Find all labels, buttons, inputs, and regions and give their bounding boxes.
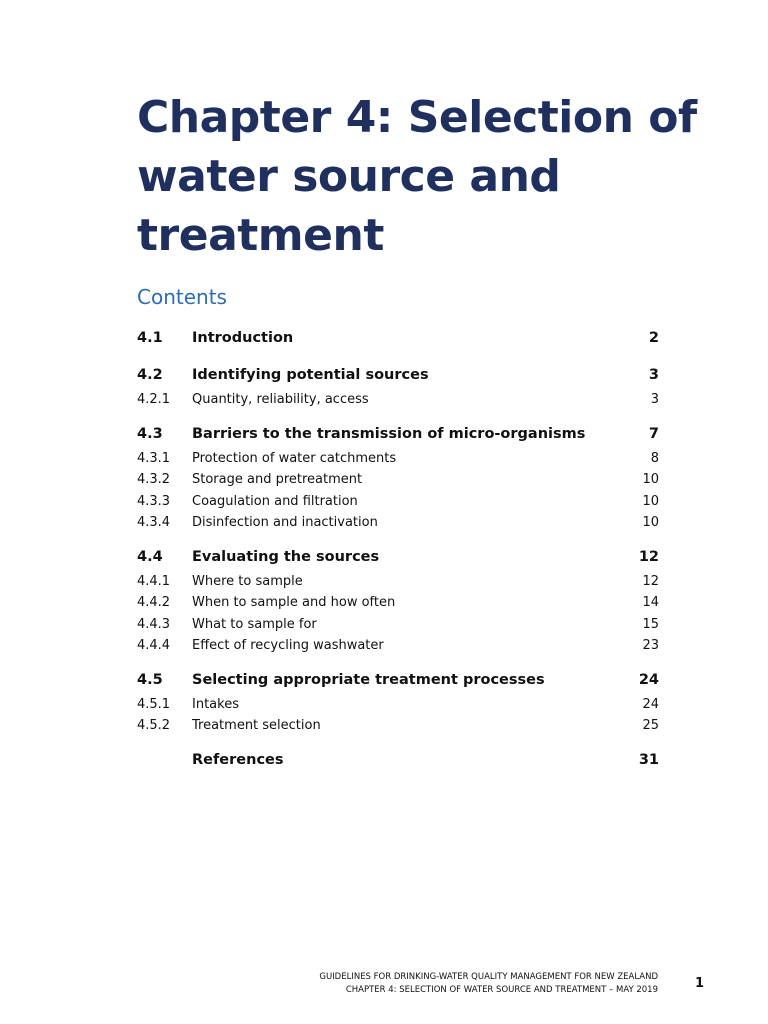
toc-subentry[interactable] (137, 515, 659, 537)
toc-subentry[interactable] (137, 638, 659, 660)
footer-line-guidelines: GUIDELINES FOR DRINKING-WATER QUALITY MANAGEMENT FOR NEW ZEALAND (319, 972, 658, 982)
page-number: 1 (695, 976, 705, 991)
toc-entry-title: Disinfection and inactivation (192, 515, 378, 530)
toc-entry-page: 23 (642, 638, 659, 653)
footer-line-chapter: CHAPTER 4: SELECTION OF WATER SOURCE AND TREATMENT – MAY 2019 (345, 985, 658, 995)
toc-entry-title: Evaluating the sources (192, 548, 380, 565)
toc-entry-number: 4.4.1 (137, 573, 171, 589)
toc-entry-page: 14 (642, 595, 659, 610)
toc-entry-number: 4.3.1 (137, 450, 171, 466)
toc-entry-page: 7 (648, 425, 659, 442)
chapter-title: Chapter 4: Selection of water source and treatment (137, 92, 697, 261)
toc-entry-number: 4.4.3 (137, 616, 171, 632)
toc-entry-title: Barriers to the transmission of micro-organisms (192, 425, 586, 442)
toc-entry-number: 4.3.4 (137, 515, 171, 530)
toc-subentry[interactable] (137, 697, 659, 719)
toc-entry-number: 4.5.1 (137, 696, 171, 712)
toc-entry-number: 4.2 (137, 367, 163, 383)
toc-subentry[interactable] (137, 392, 659, 414)
toc-entry-title: Intakes (192, 696, 239, 712)
toc-subentry[interactable] (137, 472, 659, 494)
page-footer (319, 971, 658, 997)
toc-entry-page: 10 (642, 493, 659, 509)
toc-entry-number: 4.5.2 (137, 718, 171, 733)
toc-entry-page: 12 (642, 573, 659, 589)
toc-entry-page: 3 (650, 392, 659, 407)
toc-subentry[interactable] (137, 718, 659, 740)
toc-entry-number: 4.4.4 (137, 638, 171, 653)
toc-entry-number: 4.5 (137, 671, 163, 688)
toc-subentry[interactable] (137, 574, 659, 596)
toc-entry[interactable] (137, 426, 659, 451)
toc-entry[interactable] (137, 367, 659, 392)
toc-entry-title: Selecting appropriate treatment processes (192, 671, 545, 688)
toc-entry-number: 4.4.2 (137, 595, 171, 610)
toc-entry[interactable] (137, 752, 659, 777)
toc-section-group (137, 752, 659, 777)
toc-entry-page: 24 (638, 671, 659, 688)
toc-entry-title: When to sample and how often (192, 595, 396, 610)
toc-entry-title: Effect of recycling washwater (192, 638, 384, 653)
toc-section-group (137, 426, 659, 537)
toc-entry-page: 25 (642, 718, 659, 733)
toc-entry[interactable] (137, 549, 659, 574)
toc-entry-title: References (192, 751, 284, 768)
toc-entry-page: 24 (642, 696, 659, 712)
contents-heading: Contents (137, 285, 227, 309)
toc-entry-page: 15 (642, 616, 659, 632)
toc-entry-title: Treatment selection (192, 718, 321, 733)
toc-entry-title: Identifying potential sources (192, 367, 429, 383)
toc-entry-title: Coagulation and filtration (192, 493, 358, 509)
toc-section-group (137, 330, 659, 355)
toc-entry[interactable] (137, 672, 659, 697)
toc-entry-title: Protection of water catchments (192, 450, 397, 466)
toc-entry-number: 4.3.2 (137, 472, 171, 487)
toc-entry-title: Quantity, reliability, access (192, 392, 369, 407)
toc-section-group (137, 549, 659, 660)
toc-entry-page: 12 (638, 548, 659, 565)
toc-entry-title: Storage and pretreatment (192, 472, 363, 487)
toc-entry-number: 4.2.1 (137, 392, 171, 407)
toc-entry-page: 8 (650, 450, 659, 466)
toc-subentry[interactable] (137, 617, 659, 639)
toc-entry-title: What to sample for (192, 616, 317, 632)
toc-entry-title: Where to sample (192, 573, 303, 589)
toc-entry-number: 4.4 (137, 548, 163, 565)
toc-entry-page: 10 (642, 472, 659, 487)
toc-subentry[interactable] (137, 451, 659, 473)
toc-section-group (137, 672, 659, 740)
toc-entry-page: 10 (642, 515, 659, 530)
toc-entry-page: 3 (648, 367, 659, 383)
toc-entry[interactable] (137, 330, 659, 355)
toc-entry-page: 2 (648, 330, 659, 346)
toc-section-group (137, 367, 659, 414)
toc-entry-title: Introduction (192, 330, 294, 346)
toc-entry-page: 31 (638, 751, 659, 768)
toc-entry-number: 4.1 (137, 330, 163, 346)
toc-subentry[interactable] (137, 494, 659, 516)
toc-subentry[interactable] (137, 595, 659, 617)
table-of-contents (137, 330, 659, 789)
toc-entry-number: 4.3 (137, 425, 163, 442)
toc-entry-number: 4.3.3 (137, 493, 171, 509)
